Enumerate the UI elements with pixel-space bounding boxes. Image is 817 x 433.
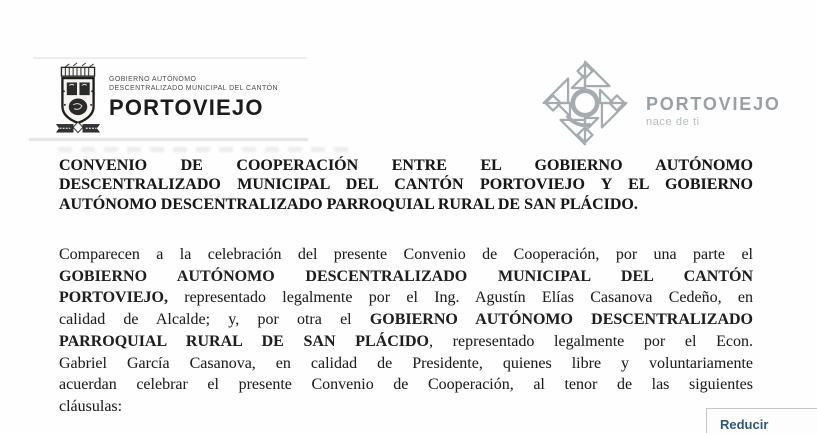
text-line: [59, 331, 753, 353]
brand-city-name: PORTOVIEJO: [646, 94, 781, 114]
brand-tagline: nace de ti: [646, 116, 700, 128]
text-line: [59, 374, 753, 396]
letterhead-city-name: PORTOVIEJO: [109, 95, 264, 120]
text-run: AUTÓNOMO DESCENTRALIZADO PARROQUIAL RURAL DE SAN PLÁCIDO.: [59, 195, 638, 213]
text-line: [59, 156, 753, 175]
scan-bleed-artifact: [58, 147, 353, 152]
letterhead-line2: DESCENTRALIZADO MUNICIPAL DEL CANTÓN: [109, 85, 278, 92]
text-line: [59, 353, 753, 375]
text-run: representado legalmente por el Ing. Agustín Elías Casanova Cedeño, en: [167, 289, 753, 307]
text-run: , representado legalmente por el Econ.: [428, 332, 754, 350]
text-line: [59, 309, 753, 331]
coat-of-arms-icon: [55, 62, 101, 138]
text-line: [59, 396, 753, 418]
text-line: [59, 175, 753, 194]
text-line: [59, 266, 753, 288]
letterhead-line1: GOBIERNO AUTÓNOMO: [109, 76, 197, 83]
text-run: PARROQUIAL RURAL DE SAN PLÁCIDO: [59, 332, 429, 350]
text-run: GOBIERNO AUTÓNOMO DESCENTRALIZADO MUNICIPAL DEL CANTÓN: [59, 267, 753, 285]
text-run: GOBIERNO AUTÓNOMO DESCENTRALIZADO: [369, 311, 753, 329]
letterhead-text: [109, 62, 278, 121]
scan-artifact-line: [33, 57, 307, 59]
text-line: [59, 287, 753, 309]
text-line: [59, 195, 753, 214]
municipal-letterhead: [55, 62, 278, 138]
text-run: PORTOVIEJO,: [59, 289, 168, 307]
city-brand-logo: [538, 56, 781, 150]
reduce-button[interactable]: [706, 408, 817, 433]
document-title: [59, 156, 753, 214]
text-run: cláusulas:: [59, 397, 123, 415]
pinwheel-logo-icon: [538, 56, 632, 150]
text-run: calidad de Alcalde; y, por otra el: [59, 311, 370, 329]
text-run: Comparecen a la celebración del presente Convenio de Cooperación, por una parte el: [59, 246, 753, 263]
text-run: Gabriel García Casanova, en calidad de Presidente, quienes libre y voluntariamente: [59, 354, 753, 372]
document-paragraph: [59, 244, 753, 418]
text-line: [59, 244, 753, 266]
scan-artifact-line: [29, 138, 308, 141]
text-run: CONVENIO DE COOPERACIÓN ENTRE EL GOBIERNO AUTÓNOMO: [59, 157, 753, 174]
reduce-button-label: Reducir: [720, 417, 769, 432]
text-run: acuerdan celebrar el presente Convenio de Cooperación, al tenor de las siguientes: [59, 376, 753, 394]
text-run: DESCENTRALIZADO MUNICIPAL DEL CANTÓN PORTOVIEJO Y EL GOBIERNO: [59, 176, 753, 194]
brand-text: [646, 56, 781, 128]
